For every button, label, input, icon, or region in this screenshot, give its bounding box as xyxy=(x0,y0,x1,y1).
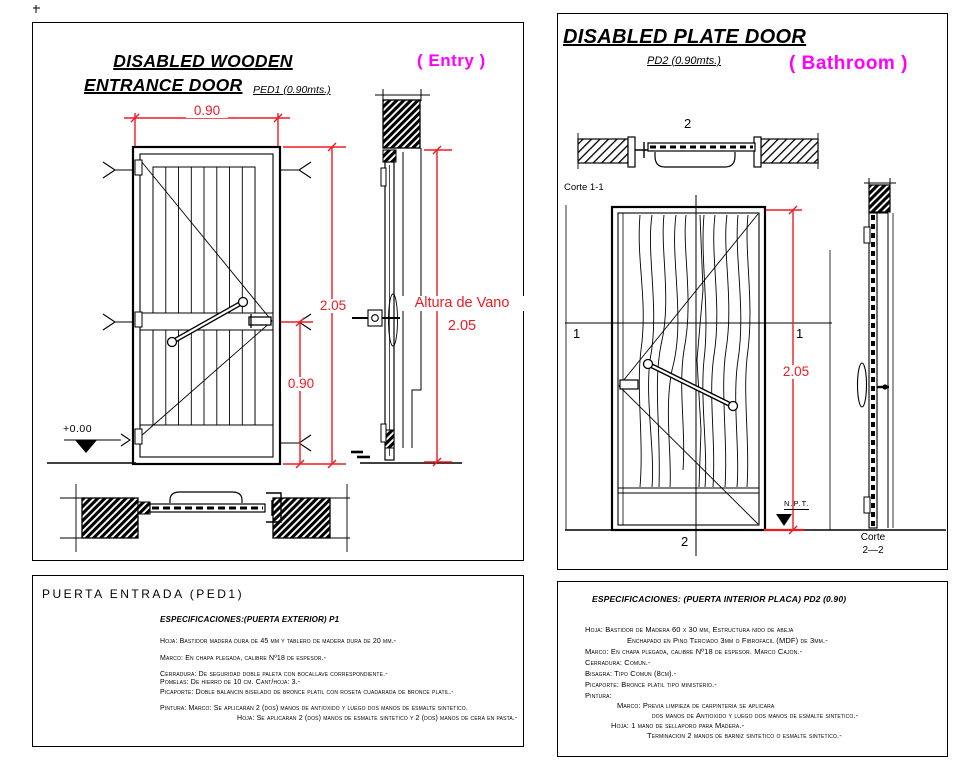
spec-line: Hoja: 1 mano de sellaporo para Madera.- xyxy=(611,721,745,730)
plan-handle-arc xyxy=(655,152,735,167)
opening-height-value: 2.05 xyxy=(438,319,486,334)
right-door-front-view xyxy=(565,195,946,556)
opening-height-label: Altura de Vano xyxy=(399,296,525,311)
left-title-line2: ENTRANCE DOOR xyxy=(84,75,243,95)
spec-line: Cerradura: Comun.- xyxy=(585,658,651,667)
lintel-hatch xyxy=(869,185,890,212)
section2-marker-top: 2 xyxy=(684,116,692,131)
spec-line: Hoja: Bastidor de Madera 60 x 30 mm, Estructura nido de abeja xyxy=(585,625,794,634)
right-spec-heading: ESPECIFICACIONES: (PUERTA INTERIOR PLACA) PD2 (0.90) xyxy=(592,594,847,604)
spec-line: Terminacion 2 manos de barniz sintetico o esmalte sintetico.- xyxy=(647,731,842,740)
lintel-hatch xyxy=(383,100,420,148)
left-door-side-view xyxy=(351,89,462,463)
spec-line: Cerradura: De seguridad doble paleta con bocallave correspondiente.- xyxy=(160,671,388,678)
left-room-tag: ( Entry ) xyxy=(417,51,486,70)
spec-line: dos manos de Antioxido y luego dos manos de esmalte sintetico.- xyxy=(652,711,859,720)
sheet-corner-tick-icon xyxy=(33,5,40,13)
section1-marker-right: 1 xyxy=(796,326,804,341)
wall-hatch-right xyxy=(761,139,818,163)
dim-height-lower: 0.90 xyxy=(281,377,321,391)
left-door-plan-view xyxy=(60,484,350,552)
dim-width-top: 0.90 xyxy=(186,104,228,118)
spec-line: Picaporte: Bronce platil tipo ministerio.- xyxy=(585,680,717,689)
left-spec-heading: PUERTA ENTRADA (PED1) xyxy=(42,587,245,601)
section2-title-line2: 2—2 xyxy=(862,545,884,556)
section1-label: Corte 1-1 xyxy=(564,182,604,193)
section2-marker-bottom: 2 xyxy=(681,534,689,549)
section2-title-line1: Corte xyxy=(860,532,886,543)
level-marker-icon xyxy=(47,434,136,463)
right-title: DISABLED PLATE DOOR xyxy=(563,26,807,48)
door-handle xyxy=(620,380,638,389)
right-room-tag: ( Bathroom ) xyxy=(789,53,908,74)
plan-handle-arc xyxy=(170,492,242,503)
level-mark-label: +0.00 xyxy=(63,423,93,435)
spec-line: Pomelas: De hierro de 10 cm. Cant/hoja: 3.- xyxy=(160,679,301,686)
spec-line: Enchapado en Pino Terciado 3mm o Fibrofacil (MDF) de 3mm.- xyxy=(627,636,828,645)
spec-line: Marco: Previa limpieza de carpinteria se aplicara xyxy=(617,701,775,710)
spec-line: Hoja: Bastidor madera dura de 45 mm y tablero de madera dura de 20 mm.- xyxy=(160,638,397,645)
dim-height-total: 2.05 xyxy=(313,299,353,313)
spec-line: Marco: En chapa plegada, calibre Nº18 de espesor.- xyxy=(160,655,327,662)
left-spec-subheading: ESPECIFICACIONES:(PUERTA EXTERIOR) P1 xyxy=(160,615,340,624)
left-door-front-view xyxy=(47,147,311,464)
wall-hatch-left xyxy=(82,498,138,538)
right-subtitle: PD2 (0.90mts.) xyxy=(647,55,721,67)
spec-line: Picaporte: Doble balancin biselado de bronce platil con roseta cuadarada de bronce platil.- xyxy=(160,689,454,696)
section1-marker-left: 1 xyxy=(573,326,581,341)
left-title-code: PED1 (0.90mts.) xyxy=(253,84,331,96)
wall-hatch-left xyxy=(578,139,628,163)
left-title-line1: DISABLED WOODEN xyxy=(113,51,293,71)
npt-level-triangle-icon xyxy=(776,514,792,526)
right-door-section-view xyxy=(858,178,897,528)
left-front-dimensions xyxy=(124,113,346,468)
hinges xyxy=(135,160,142,444)
wood-grain xyxy=(639,215,750,487)
grab-bar xyxy=(168,298,248,347)
right-dim-height: 2.05 xyxy=(775,365,817,379)
spec-line: Pintura: Marco: Se aplicaran 2 (dos) manos de antioxido y luego dos manos de esmalte sintetico. xyxy=(160,705,468,712)
spec-line: Bisagra: Tipo Comun (8cm).- xyxy=(585,669,677,678)
npt-label: N.P.T. xyxy=(784,499,810,508)
right-door-plan-view xyxy=(578,133,818,169)
spec-line: Hoja: Se aplicaran 2 (dos) manos de esmalte sintetico y 2 (dos) manos de cera en pasta.- xyxy=(237,715,518,722)
spec-line: Marco: En chapa plegada, calibre Nº18 de espesor. Marco Cajon.- xyxy=(585,647,803,656)
spec-line: Pintura: xyxy=(585,691,612,700)
